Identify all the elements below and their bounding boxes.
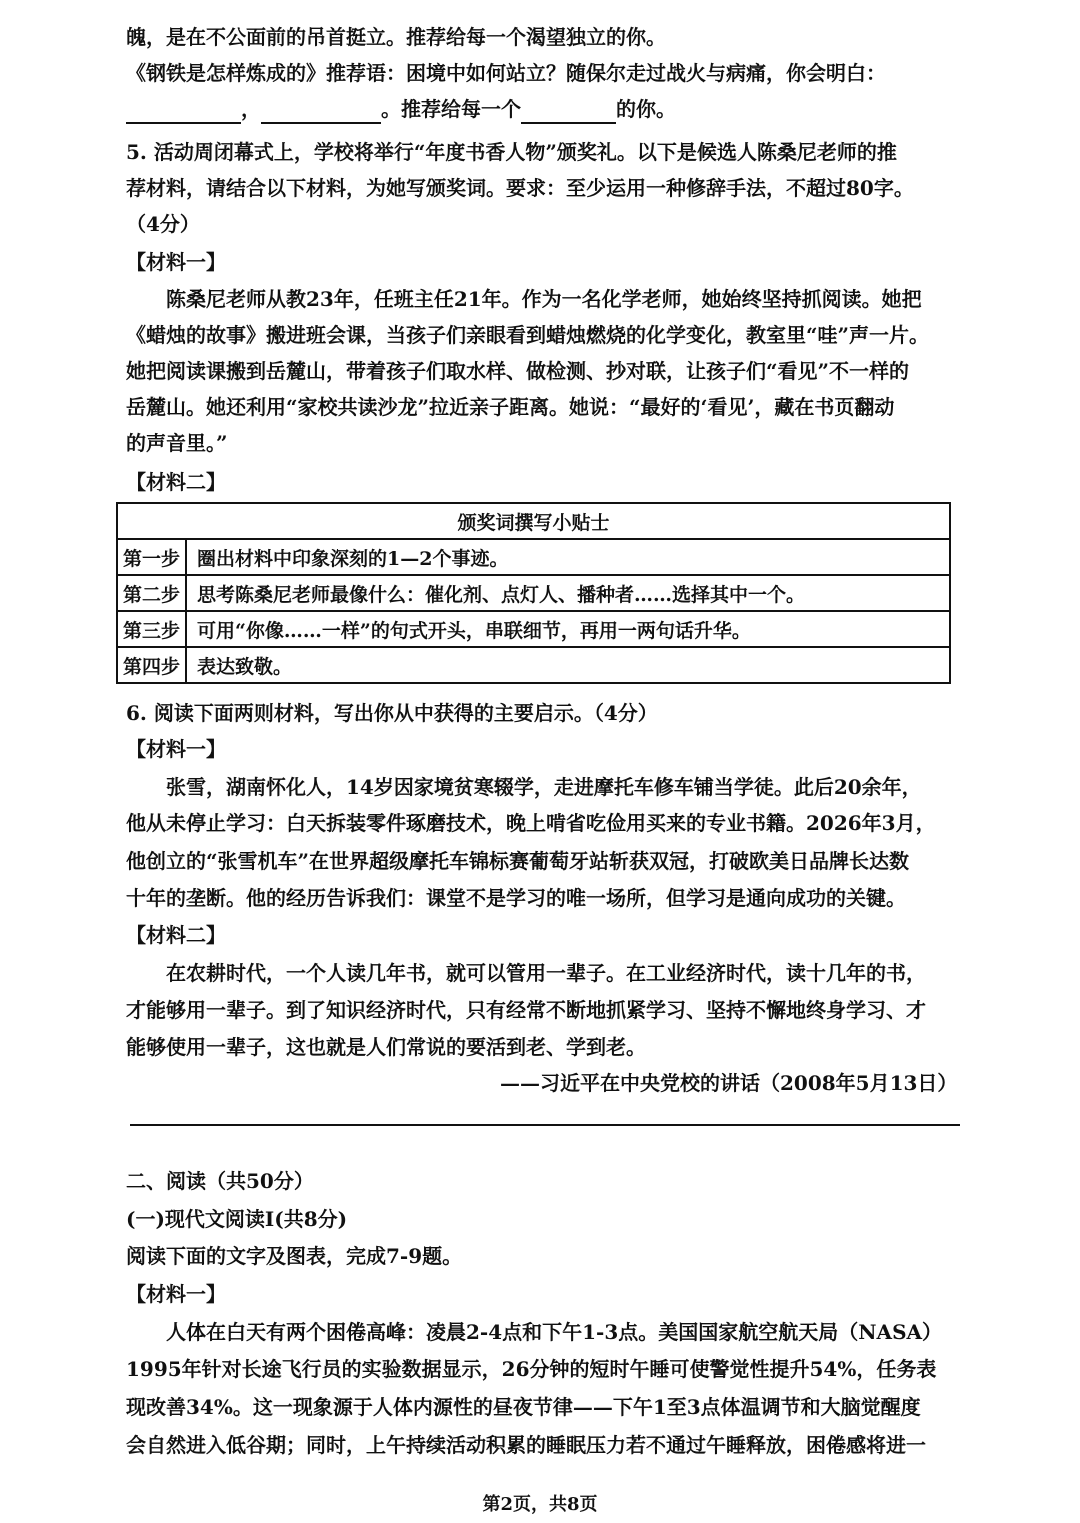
fill-blank-line: [126, 94, 966, 124]
question-5-line: 荐材料，请结合以下材料，为她写颁奖词。要求：至少运用一种修辞手法，不超过80字。: [126, 176, 914, 200]
text-line: 《钢铁是怎样炼成的》推荐语：困境中如何站立？随保尔走过战火与病痛，你会明白：: [126, 61, 886, 85]
material-line: 他创立的“张雪机车”在世界超级摩托车锦标赛葡萄牙站斩获双冠，打破欧美日品牌长达数: [126, 849, 910, 873]
material-title: 【材料一】: [126, 1282, 226, 1306]
table-row: [117, 539, 950, 575]
material-line: 十年的垄断。他的经历告诉我们：课堂不是学习的唯一场所，但学习是通向成功的关键。: [126, 886, 906, 910]
material-line: 在农耕时代，一个人读几年书，就可以管用一辈子。在工业经济时代，读十几年的书，: [166, 961, 926, 985]
material-line: 陈桑尼老师从教23年，任班主任21年。作为一名化学老师，她始终坚持抓阅读。她把: [166, 287, 922, 311]
material-line: 岳麓山。她还利用“家校共读沙龙”拉近亲子距离。她说：“最好的‘看见’，藏在书页翻动: [126, 395, 895, 419]
separator: ，: [241, 97, 261, 121]
step-label: 第一步: [117, 539, 186, 575]
material-line: 张雪，湖南怀化人，14岁因家境贫寒辍学，走进摩托车修车铺当学徒。此后20余年，: [166, 775, 922, 799]
step-label: 第四步: [117, 647, 186, 683]
material-title: 【材料二】: [126, 470, 226, 494]
question-5-score: （4分）: [126, 212, 200, 236]
table-row: [117, 647, 950, 683]
material-line: 会自然进入低谷期；同时，上午持续活动积累的睡眠压力若不通过午睡释放，困倦感将进一: [126, 1433, 926, 1457]
instruction: 阅读下面的文字及图表，完成7-9题。: [126, 1244, 463, 1268]
award-tips-table: [116, 502, 951, 684]
material-line: 现改善34%。这一现象源于人体内源性的昼夜节律——下午1至3点体温调节和大脑觉醒度: [126, 1395, 921, 1419]
subsection-title: (一)现代文阅读Ⅰ(共8分): [126, 1207, 348, 1231]
step-text: 可用“你像……一样”的句式开头，串联细节，再用一两句话升华。: [186, 611, 950, 647]
material-line: 1995年针对长途飞行员的实验数据显示，26分钟的短时午睡可使警觉性提升54%，任务表: [126, 1357, 937, 1381]
material-line: 人体在白天有两个困倦高峰：凌晨2-4点和下午1-3点。美国国家航空航天局（NASA）: [166, 1320, 943, 1344]
divider: [130, 1124, 960, 1126]
material-line: 她把阅读课搬到岳麓山，带着孩子们取水样、做检测、抄对联，让孩子们“看见”不一样的: [126, 359, 910, 383]
answer-blank[interactable]: [261, 100, 381, 124]
recommend-end: 的你。: [616, 97, 676, 121]
table-header: 颁奖词撰写小贴士: [117, 503, 950, 539]
step-text: 思考陈桑尼老师最像什么：催化剂、点灯人、播种者……选择其中一个。: [186, 575, 950, 611]
step-text: 圈出材料中印象深刻的1—2个事迹。: [186, 539, 950, 575]
material-title: 【材料二】: [126, 923, 226, 947]
answer-blank[interactable]: [521, 100, 616, 124]
section-title: 二、阅读（共50分）: [126, 1169, 314, 1193]
table-row: [117, 611, 950, 647]
material-line: 他从未停止学习：白天拆装零件琢磨技术，晚上啃省吃俭用买来的专业书籍。2026年3月，: [126, 811, 936, 835]
step-label: 第二步: [117, 575, 186, 611]
page-number: 第2页，共8页: [482, 1494, 598, 1515]
material-line: 《蜡烛的故事》搬进班会课，当孩子们亲眼看到蜡烛燃烧的化学变化，教室里“哇”声一片。: [126, 323, 930, 347]
question-6-line: 6. 阅读下面两则材料，写出你从中获得的主要启示。（4分）: [126, 701, 658, 725]
material-title: 【材料一】: [126, 737, 226, 761]
material-line: 的声音里。”: [126, 431, 228, 455]
material-line: 才能够用一辈子。到了知识经济时代，只有经常不断地抓紧学习、坚持不懈地终身学习、才: [126, 998, 926, 1022]
material-title: 【材料一】: [126, 250, 226, 274]
step-text: 表达致敬。: [186, 647, 950, 683]
text-line: 魄，是在不公面前的吊首挺立。推荐给每一个渴望独立的你。: [126, 25, 666, 49]
table-row: [117, 575, 950, 611]
material-line: 能够使用一辈子，这也就是人们常说的要活到老、学到老。: [126, 1035, 646, 1059]
step-label: 第三步: [117, 611, 186, 647]
recommend-text: 。推荐给每一个: [381, 97, 521, 121]
answer-blank[interactable]: [126, 100, 241, 124]
quote-source: ——习近平在中央党校的讲话（2008年5月13日）: [500, 1071, 958, 1095]
question-5-line: 5. 活动周闭幕式上，学校将举行“年度书香人物”颁奖礼。以下是候选人陈桑尼老师的推: [126, 140, 897, 164]
